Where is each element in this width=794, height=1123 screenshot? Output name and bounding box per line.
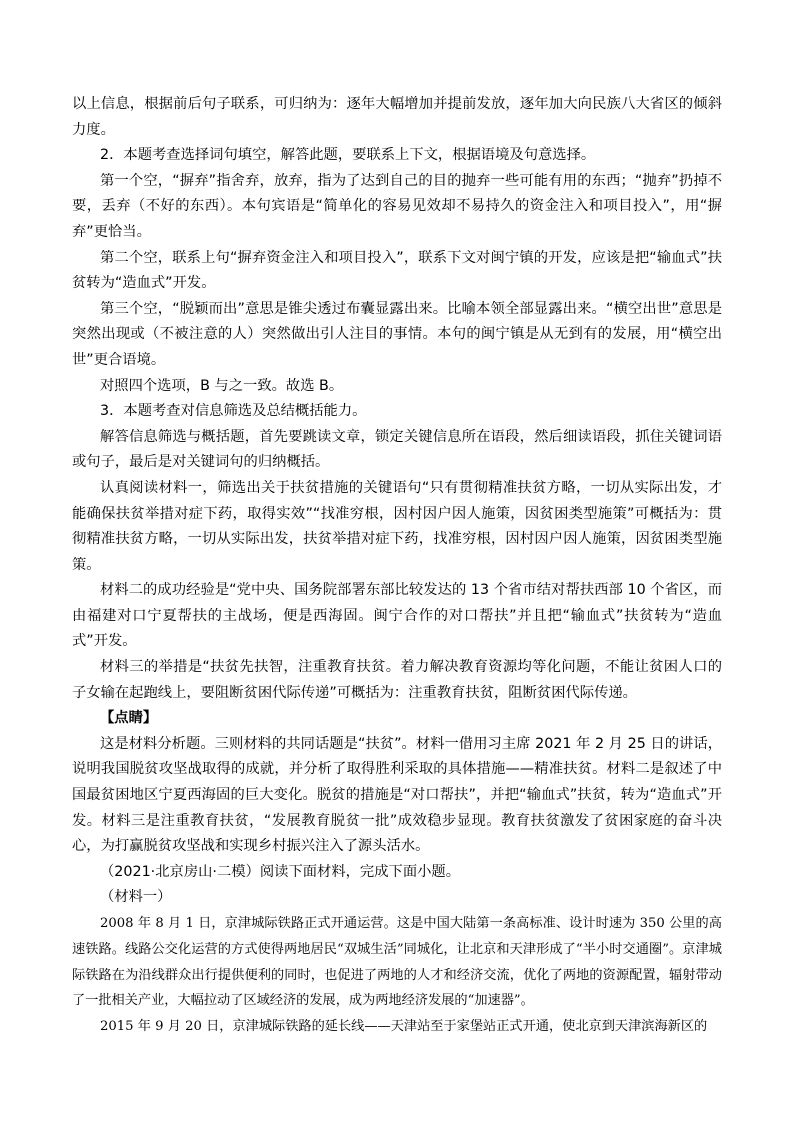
- dianjing-heading: 【点睛】: [100, 710, 158, 727]
- paragraph: 对照四个选项，B 与之一致。故选 B。: [100, 377, 344, 394]
- paragraph: 材料三的举措是“扶贫先扶智，注重教育扶贫。着力解决教育资源均等化问题，不能让贫困人口的子女输在起跑线上，要阻断贫困代际传递”可概括为：注重教育扶贫，阻断贫困代际传递。: [72, 659, 722, 701]
- document-body: [72, 92, 722, 1040]
- paragraph: 认真阅读材料一，筛选出关于扶贫措施的关键语句“只有贯彻精准扶贫方略，一切从实际出发，才能确保扶贫举措对症下药，取得实效”“找准穷根，因村因户因人施策，因贫困类型施策”可概括为：贯彻精准扶贫方略，一切从实际出发，扶贫举措对症下药，找准穷根，因村因户因人施策，因贫困类型施策。: [72, 479, 722, 573]
- paragraph: 以上信息，根据前后句子联系，可归纳为：逐年大幅增加并提前发放，逐年加大向民族八大省区的倾斜力度。: [72, 96, 722, 138]
- material-one: [72, 911, 722, 1040]
- material-paragraph: 2015 年 9 月 20 日，京津城际铁路的延长线——天津站至于家堡站正式开通，使北京到天津滨海新区的: [100, 1019, 708, 1035]
- paragraph: 第一个空，“摒弃”指舍弃，放弃，指为了达到自己的目的抛弃一些可能有用的东西；“抛弃”扔掉不要，丢弃（不好的东西）。本句宾语是“简单化的容易见效却不易持久的资金注入和项目投入”，用“摒弃”更恰当。: [72, 172, 722, 240]
- dianjing-paragraph: 这是材料分析题。三则材料的共同话题是“扶贫”。材料一借用习主席 2021 年 2 月 25 日的讲话，说明我国脱贫攻坚战取得的成就，并分析了取得胜利采取的具体措施——精准扶贫。材料二是叙述了中国最贫困地区宁夏西海固的巨大变化。脱贫的措施是“对口帮扶”，并把“输血式”扶贫，转为“造血式”开发。材料三是注重教育扶贫，“发展教育脱贫一批”成效稳步显现。教育扶贫激发了贫困家庭的奋斗决心，为打赢脱贫攻坚战和实现乡村振兴注入了源头活水。: [72, 735, 722, 855]
- material-label: （材料一）: [100, 889, 172, 906]
- question-intro: （2021·北京房山·二模）阅读下面材料，完成下面小题。: [100, 863, 461, 880]
- paragraph: 材料二的成功经验是“党中央、国务院部署东部比较发达的 13 个省市结对帮扶西部 10 个省区，而由福建对口宁夏帮扶的主战场，便是西海固。闽宁合作的对口帮扶”并且把“输血式”扶贫转为“造血式”开发。: [72, 582, 722, 650]
- paragraph: 解答信息筛选与概括题，首先要跳读文章，锁定关键信息所在语段，然后细读语段，抓住关键词语或句子，最后是对关键词句的归纳概括。: [72, 428, 722, 471]
- material-paragraph: 2008 年 8 月 1 日，京津城际铁路正式开通运营。这是中国大陆第一条高标准、设计时速为 350 公里的高速铁路。线路公交化运营的方式使得两地居民“双城生活”同城化，让北京和天津形成了“半小时交通圈”。京津城际铁路在为沿线群众出行提供便利的同时，也促进了两地的人才和经济交流，优化了两地的资源配置，辐射带动了一批相关产业，大幅拉动了区域经济的发展，成为两地经济发展的“加速器”。: [72, 916, 722, 1009]
- paragraph: 3．本题考查对信息筛选及总结概括能力。: [100, 403, 367, 420]
- paragraph: 2．本题考查选择词句填空，解答此题，要联系上下文，根据语境及句意选择。: [100, 147, 596, 164]
- paragraph: 第二个空，联系上句“摒弃资金注入和项目投入”，联系下文对闽宁镇的开发，应该是把“输血式”扶贫转为“造血式”开发。: [72, 249, 722, 292]
- paragraph: 第三个空，“脱颖而出”意思是锥尖透过布囊显露出来。比喻本领全部显露出来。“横空出世”意思是突然出现或（不被注意的人）突然做出引人注目的事情。本句的闽宁镇是从无到有的发展，用“横空出世”更合语境。: [72, 300, 722, 368]
